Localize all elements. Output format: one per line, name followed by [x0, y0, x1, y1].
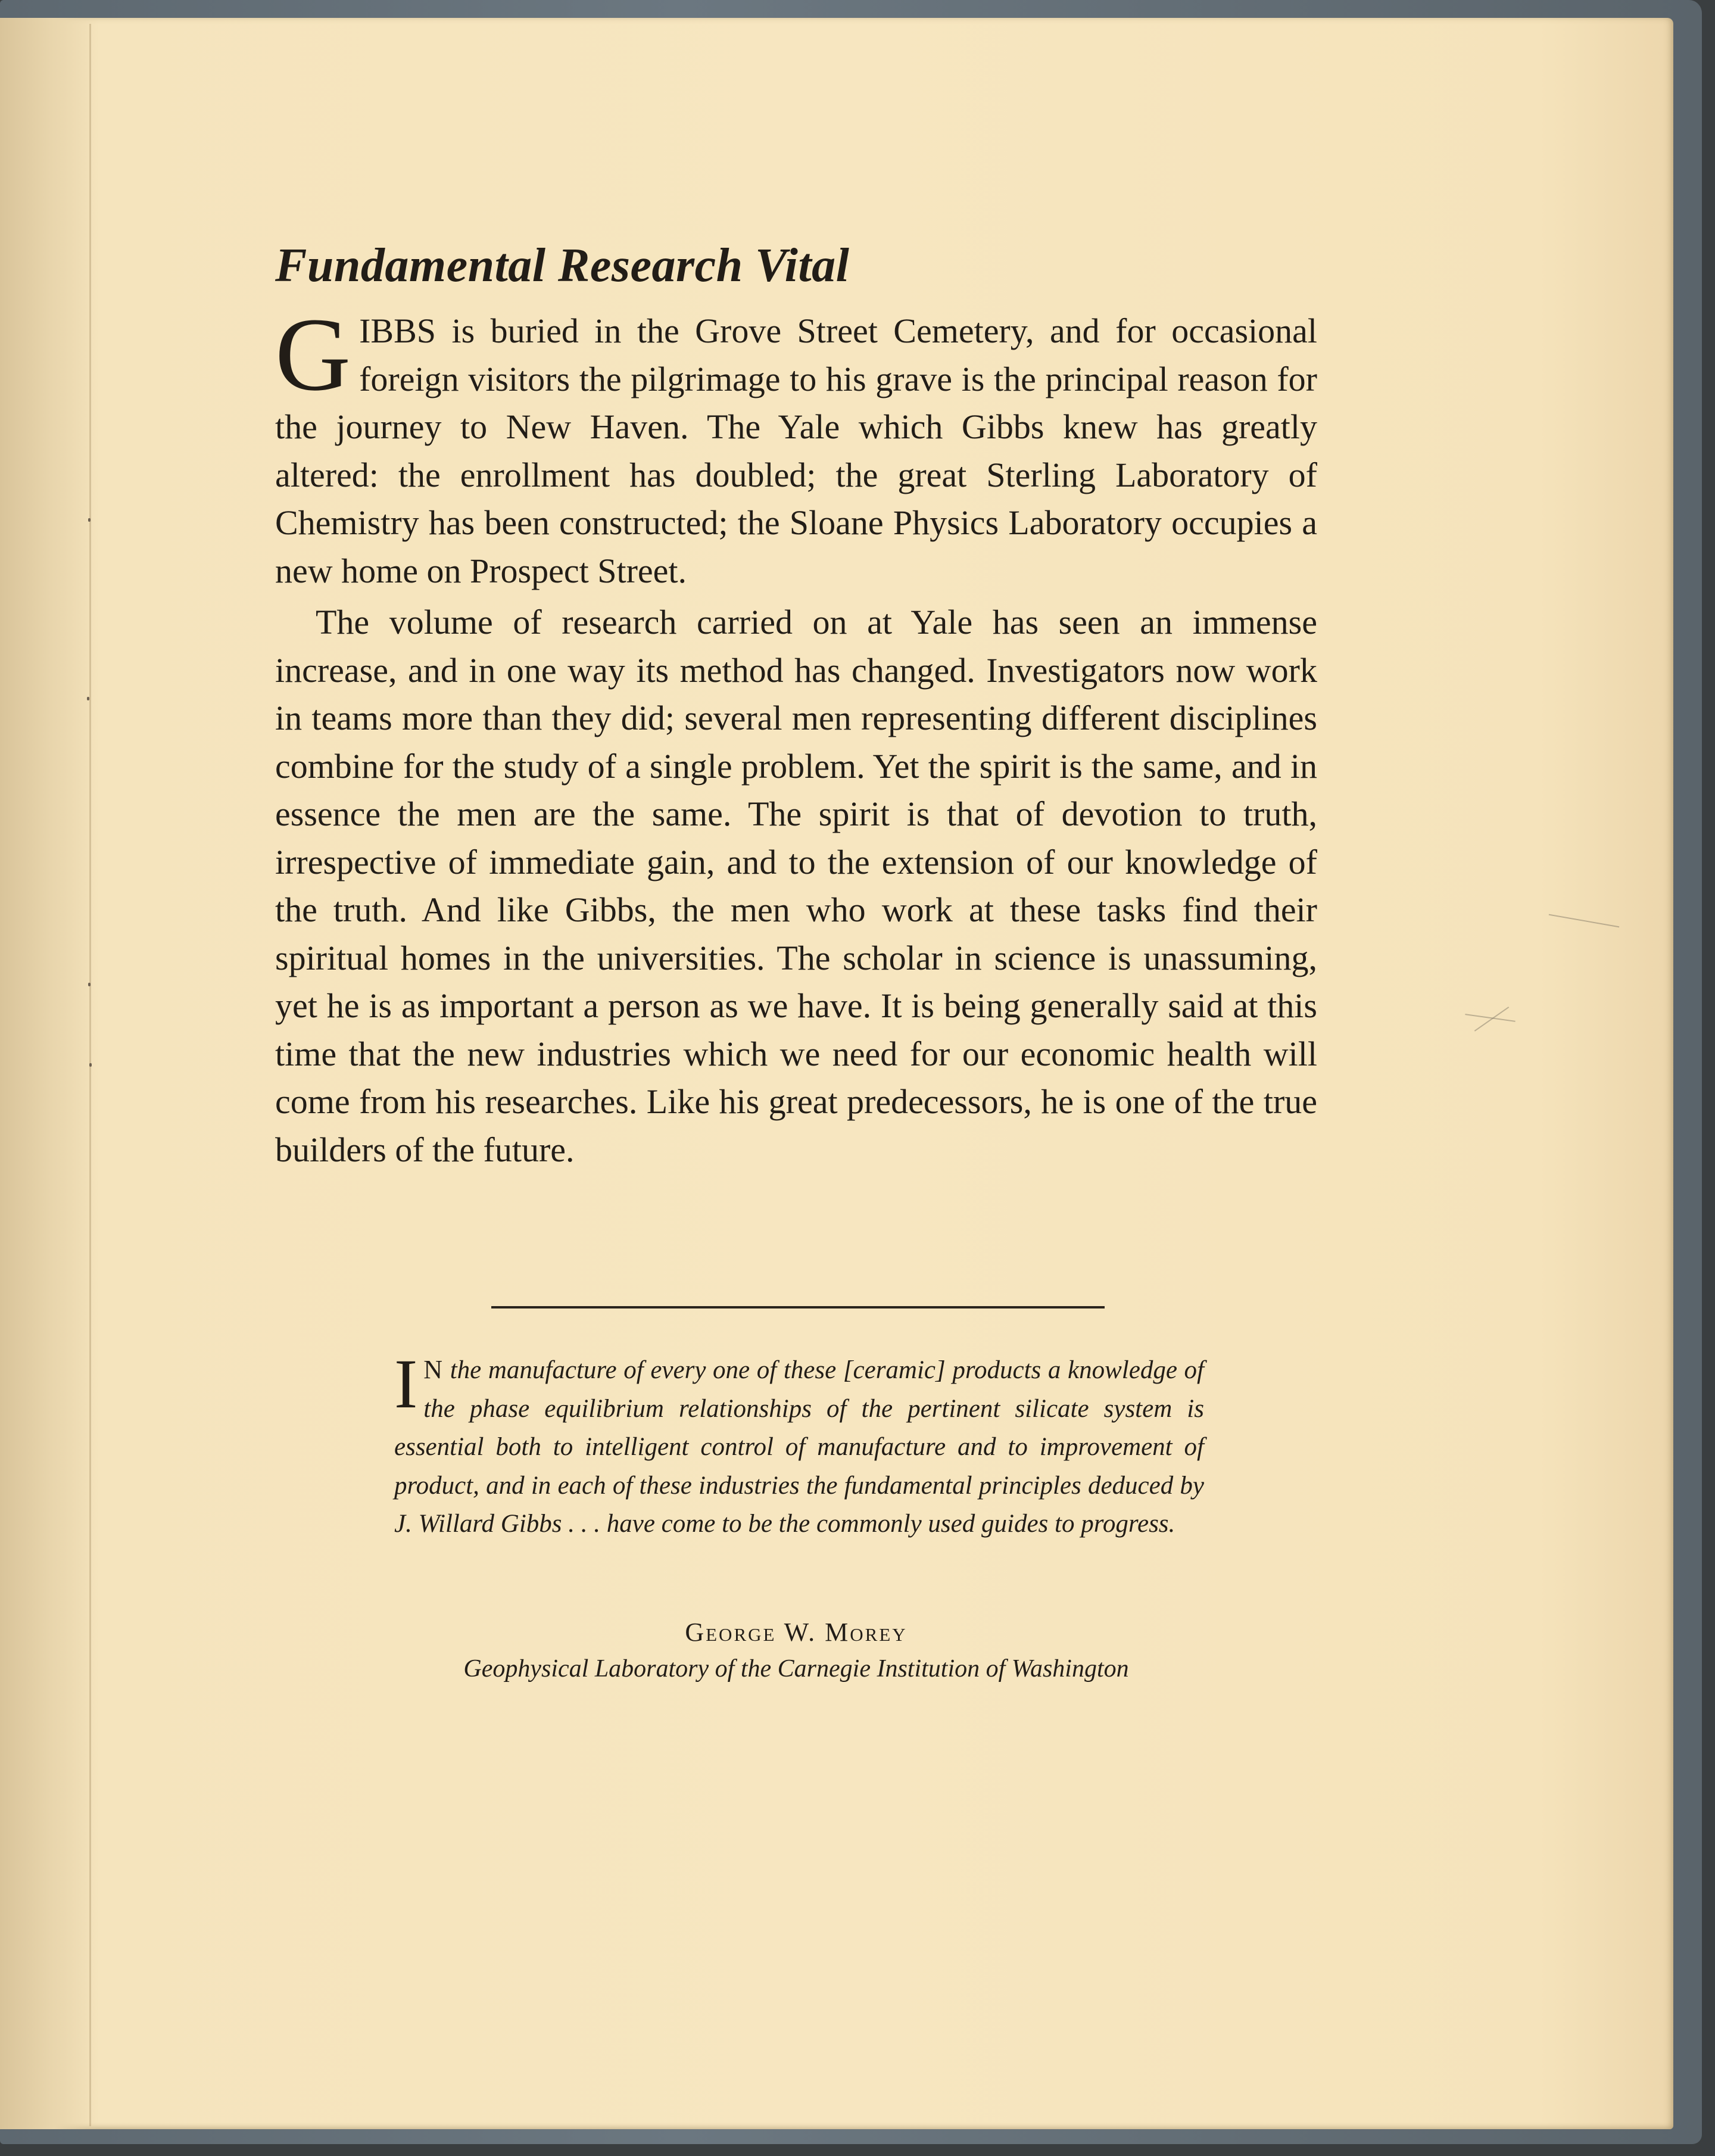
quote-attribution	[275, 1614, 1317, 1687]
quote-initial: I	[394, 1345, 418, 1423]
pull-quote	[394, 1345, 1204, 1544]
paper-speck	[88, 518, 91, 522]
article-body	[275, 233, 1317, 1174]
drop-cap: G	[275, 297, 351, 413]
quote-affiliation: Geophysical Laboratory of the Carnegie Institution of Washington	[463, 1655, 1129, 1683]
paper-speck	[88, 983, 91, 986]
quote-body-text: the manufacture of every one of these [ceramic] products a knowledge of the phase equilibrium relationships of the pertinent silicate system is essential both to intelligent control of manufacture and to improvement of product, and in each of these industries the fundamental principles deduced by J. Willard Gibbs . . . have come to be the commonly used guides to progress.	[394, 1356, 1204, 1538]
paragraph-first	[275, 297, 1317, 595]
quote-text	[394, 1345, 1204, 1544]
quote-author: George W. Morey	[685, 1618, 908, 1647]
article-heading: Fundamental Research Vital	[275, 239, 850, 292]
paragraph-first-text: IBBS is buried in the Grove Street Cemetery, and for occasional foreign visitors the pilgrimage to his grave is the principal reason for the journey to New Haven. The Yale which Gibbs knew has greatly altered: the enrollment has doubled; the great Sterling Laboratory of Chemistry has been constructed; the Sloane Physics Laboratory occupies a new home on Prospect Street.	[275, 311, 1317, 590]
paper-speck	[87, 697, 89, 700]
quote-lead: N	[423, 1355, 444, 1384]
gutter-fold	[89, 24, 91, 2126]
paper-speck	[89, 1063, 92, 1067]
binding-gutter	[0, 18, 98, 2129]
paragraph-second: The volume of research carried on at Yale has seen an immense increase, and in one way its method has changed. Investigators now work in teams more than they did; several men representing different disciplines combine for the study of a single problem. Yet the spirit is the same, and in essence the men are the same. The spirit is that of devotion to truth, irrespective of immediate gain, and to the extension of our knowledge of the truth. And like Gibbs, the men who work at these tasks find their spiritual homes in the universities. The scholar in science is unassuming, yet he is as important a person as we have. It is being generally said at this time that the new industries which we need for our economic health will come from his researches. Like his great predecessors, he is one of the true builders of the future.	[275, 603, 1317, 1169]
section-divider	[491, 1306, 1105, 1308]
